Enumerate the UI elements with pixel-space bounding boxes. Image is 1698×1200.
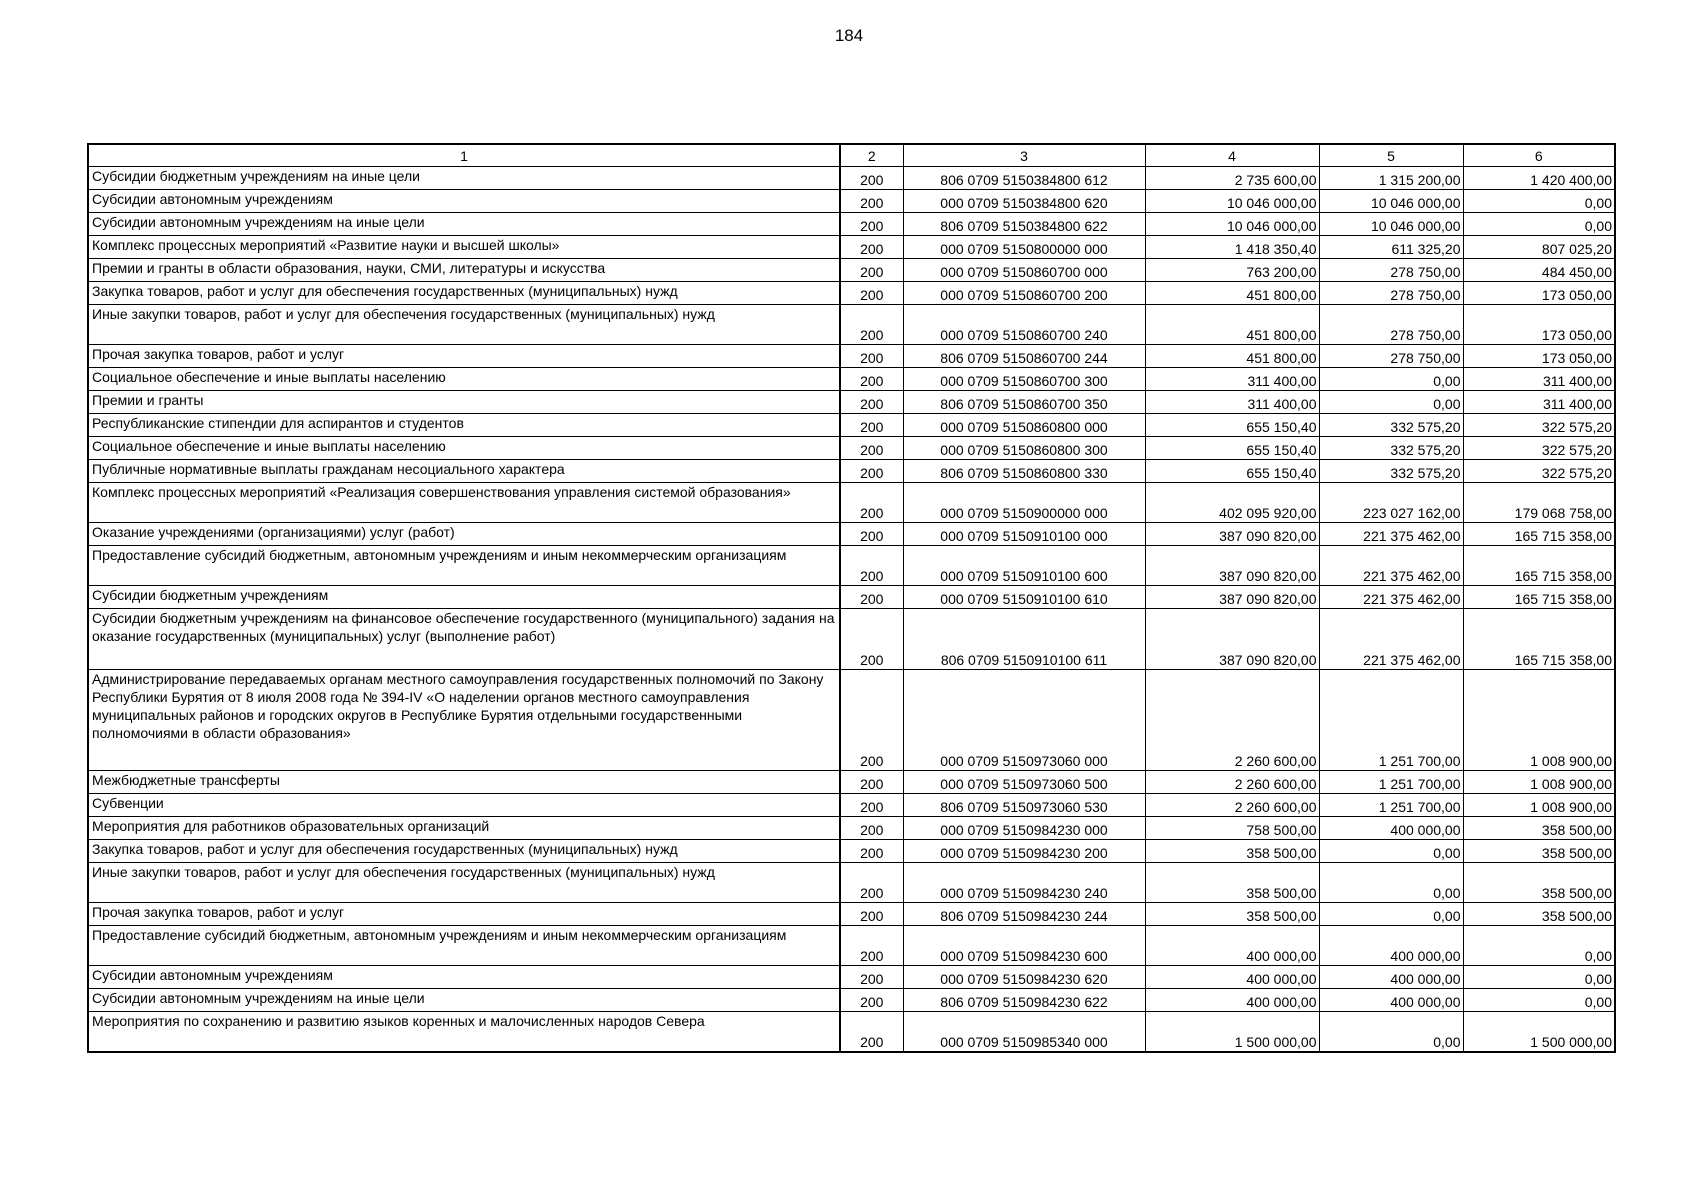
row-code-b: 806 0709 5150860700 350 — [903, 391, 1145, 414]
table-row — [88, 190, 1615, 213]
column-header: 4 — [1145, 144, 1319, 167]
row-value-col4: 402 095 920,00 — [1145, 483, 1319, 523]
row-value-col6: 322 575,20 — [1463, 437, 1615, 460]
row-value-col6: 1 008 900,00 — [1463, 794, 1615, 817]
row-code-b: 000 0709 5150910100 610 — [903, 586, 1145, 609]
row-value-col6: 807 025,20 — [1463, 236, 1615, 259]
row-code-b: 806 0709 5150860800 330 — [903, 460, 1145, 483]
row-code-a: 200 — [840, 368, 903, 391]
row-code-b: 000 0709 5150984230 200 — [903, 840, 1145, 863]
row-value-col4: 387 090 820,00 — [1145, 609, 1319, 670]
row-code-b: 000 0709 5150984230 240 — [903, 863, 1145, 903]
row-name: Предоставление субсидий бюджетным, автономным учреждениям и иным некоммерческим организациям — [88, 546, 840, 586]
row-code-b: 000 0709 5150860700 300 — [903, 368, 1145, 391]
row-value-col5: 332 575,20 — [1319, 414, 1463, 437]
row-code-a: 200 — [840, 546, 903, 586]
row-name: Прочая закупка товаров, работ и услуг — [88, 903, 840, 926]
row-value-col4: 400 000,00 — [1145, 966, 1319, 989]
row-code-a: 200 — [840, 236, 903, 259]
table-row — [88, 817, 1615, 840]
row-code-a: 200 — [840, 305, 903, 345]
row-value-col5: 1 251 700,00 — [1319, 771, 1463, 794]
column-header: 1 — [88, 144, 840, 167]
table-row — [88, 546, 1615, 586]
table-row — [88, 989, 1615, 1012]
row-name: Субсидии бюджетным учреждениям — [88, 586, 840, 609]
row-value-col6: 311 400,00 — [1463, 368, 1615, 391]
row-value-col6: 1 008 900,00 — [1463, 771, 1615, 794]
row-value-col4: 655 150,40 — [1145, 414, 1319, 437]
row-code-a: 200 — [840, 437, 903, 460]
row-value-col5: 221 375 462,00 — [1319, 609, 1463, 670]
budget-table — [87, 143, 1616, 1053]
table-row — [88, 345, 1615, 368]
row-value-col6: 0,00 — [1463, 213, 1615, 236]
table-row — [88, 1012, 1615, 1053]
table-row — [88, 391, 1615, 414]
row-value-col5: 332 575,20 — [1319, 437, 1463, 460]
row-name: Публичные нормативные выплаты гражданам несоциального характера — [88, 460, 840, 483]
row-value-col5: 0,00 — [1319, 863, 1463, 903]
table-row — [88, 460, 1615, 483]
row-value-col6: 0,00 — [1463, 989, 1615, 1012]
row-code-b: 000 0709 5150860800 300 — [903, 437, 1145, 460]
row-value-col5: 1 251 700,00 — [1319, 670, 1463, 771]
row-code-b: 000 0709 5150910100 600 — [903, 546, 1145, 586]
table-row — [88, 259, 1615, 282]
row-name: Комплекс процессных мероприятий «Развитие науки и высшей школы» — [88, 236, 840, 259]
row-code-a: 200 — [840, 213, 903, 236]
row-value-col6: 358 500,00 — [1463, 840, 1615, 863]
row-name: Субсидии автономным учреждениям на иные цели — [88, 213, 840, 236]
row-value-col5: 223 027 162,00 — [1319, 483, 1463, 523]
row-name: Оказание учреждениями (организациями) услуг (работ) — [88, 523, 840, 546]
row-name: Иные закупки товаров, работ и услуг для обеспечения государственных (муниципальных) нужд — [88, 863, 840, 903]
table-row — [88, 236, 1615, 259]
row-code-a: 200 — [840, 989, 903, 1012]
row-code-b: 806 0709 5150984230 622 — [903, 989, 1145, 1012]
row-code-a: 200 — [840, 609, 903, 670]
row-code-a: 200 — [840, 863, 903, 903]
table-row — [88, 305, 1615, 345]
table-row — [88, 794, 1615, 817]
row-value-col6: 322 575,20 — [1463, 460, 1615, 483]
row-value-col6: 358 500,00 — [1463, 817, 1615, 840]
row-value-col4: 451 800,00 — [1145, 305, 1319, 345]
column-header: 5 — [1319, 144, 1463, 167]
row-value-col5: 221 375 462,00 — [1319, 546, 1463, 586]
row-value-col5: 400 000,00 — [1319, 966, 1463, 989]
row-name: Субсидии автономным учреждениям — [88, 966, 840, 989]
row-code-b: 806 0709 5150973060 530 — [903, 794, 1145, 817]
table-row — [88, 966, 1615, 989]
row-value-col5: 611 325,20 — [1319, 236, 1463, 259]
row-code-a: 200 — [840, 794, 903, 817]
row-code-a: 200 — [840, 414, 903, 437]
row-value-col4: 387 090 820,00 — [1145, 586, 1319, 609]
row-code-a: 200 — [840, 817, 903, 840]
row-code-b: 000 0709 5150800000 000 — [903, 236, 1145, 259]
row-code-a: 200 — [840, 259, 903, 282]
row-value-col5: 0,00 — [1319, 1012, 1463, 1053]
row-value-col4: 451 800,00 — [1145, 282, 1319, 305]
table-row — [88, 771, 1615, 794]
row-code-a: 200 — [840, 670, 903, 771]
row-value-col5: 221 375 462,00 — [1319, 586, 1463, 609]
row-code-b: 806 0709 5150984230 244 — [903, 903, 1145, 926]
row-code-b: 000 0709 5150860700 240 — [903, 305, 1145, 345]
row-value-col5: 1 251 700,00 — [1319, 794, 1463, 817]
row-value-col4: 311 400,00 — [1145, 391, 1319, 414]
row-code-a: 200 — [840, 523, 903, 546]
row-value-col4: 758 500,00 — [1145, 817, 1319, 840]
row-name: Социальное обеспечение и иные выплаты населению — [88, 368, 840, 391]
column-header: 3 — [903, 144, 1145, 167]
row-value-col6: 358 500,00 — [1463, 903, 1615, 926]
row-value-col4: 655 150,40 — [1145, 437, 1319, 460]
row-name: Иные закупки товаров, работ и услуг для обеспечения государственных (муниципальных) нужд — [88, 305, 840, 345]
table-row — [88, 483, 1615, 523]
row-code-a: 200 — [840, 586, 903, 609]
row-value-col6: 0,00 — [1463, 966, 1615, 989]
row-value-col4: 2 260 600,00 — [1145, 670, 1319, 771]
row-value-col5: 0,00 — [1319, 903, 1463, 926]
row-value-col4: 2 260 600,00 — [1145, 771, 1319, 794]
row-value-col5: 1 315 200,00 — [1319, 167, 1463, 190]
table-row — [88, 213, 1615, 236]
table-row — [88, 523, 1615, 546]
row-code-a: 200 — [840, 167, 903, 190]
row-code-a: 200 — [840, 282, 903, 305]
row-code-a: 200 — [840, 903, 903, 926]
row-value-col6: 311 400,00 — [1463, 391, 1615, 414]
row-value-col6: 484 450,00 — [1463, 259, 1615, 282]
table-row — [88, 840, 1615, 863]
row-code-a: 200 — [840, 391, 903, 414]
row-value-col4: 358 500,00 — [1145, 863, 1319, 903]
row-value-col6: 0,00 — [1463, 926, 1615, 966]
row-code-a: 200 — [840, 345, 903, 368]
row-value-col6: 1 500 000,00 — [1463, 1012, 1615, 1053]
row-code-a: 200 — [840, 840, 903, 863]
row-code-b: 000 0709 5150985340 000 — [903, 1012, 1145, 1053]
row-code-b: 000 0709 5150900000 000 — [903, 483, 1145, 523]
row-value-col6: 358 500,00 — [1463, 863, 1615, 903]
row-value-col5: 10 046 000,00 — [1319, 213, 1463, 236]
row-code-b: 000 0709 5150860800 000 — [903, 414, 1145, 437]
row-name: Администрирование передаваемых органам местного самоуправления государственных полномочий по Закону Республики Бурятия от 8 июля 2008 года № 394-IV «О наделении органов местного самоуправления муниципальных районов и городских округов в Республике Бурятия отдельными государственными полномочиями в области образования» — [88, 670, 840, 771]
row-code-b: 000 0709 5150860700 200 — [903, 282, 1145, 305]
row-value-col6: 1 420 400,00 — [1463, 167, 1615, 190]
column-header: 2 — [840, 144, 903, 167]
row-value-col4: 1 418 350,40 — [1145, 236, 1319, 259]
row-value-col6: 173 050,00 — [1463, 305, 1615, 345]
table-header-row — [88, 144, 1615, 167]
table-row — [88, 167, 1615, 190]
row-value-col6: 173 050,00 — [1463, 282, 1615, 305]
row-code-b: 806 0709 5150384800 612 — [903, 167, 1145, 190]
row-code-b: 000 0709 5150910100 000 — [903, 523, 1145, 546]
table-row — [88, 903, 1615, 926]
table-row — [88, 926, 1615, 966]
row-value-col4: 655 150,40 — [1145, 460, 1319, 483]
row-name: Субсидии бюджетным учреждениям на финансовое обеспечение государственного (муниципального) задания на оказание государственных (муниципальных) услуг (выполнение работ) — [88, 609, 840, 670]
row-name: Субсидии автономным учреждениям на иные цели — [88, 989, 840, 1012]
row-value-col5: 332 575,20 — [1319, 460, 1463, 483]
row-value-col5: 221 375 462,00 — [1319, 523, 1463, 546]
row-value-col4: 387 090 820,00 — [1145, 523, 1319, 546]
row-value-col6: 165 715 358,00 — [1463, 609, 1615, 670]
row-value-col5: 278 750,00 — [1319, 259, 1463, 282]
row-code-a: 200 — [840, 926, 903, 966]
row-value-col6: 322 575,20 — [1463, 414, 1615, 437]
row-name: Комплекс процессных мероприятий «Реализация совершенствования управления системой образования» — [88, 483, 840, 523]
row-value-col5: 400 000,00 — [1319, 926, 1463, 966]
row-value-col6: 1 008 900,00 — [1463, 670, 1615, 771]
row-value-col4: 358 500,00 — [1145, 840, 1319, 863]
row-name: Закупка товаров, работ и услуг для обеспечения государственных (муниципальных) нужд — [88, 282, 840, 305]
row-value-col4: 1 500 000,00 — [1145, 1012, 1319, 1053]
column-header: 6 — [1463, 144, 1615, 167]
row-name: Предоставление субсидий бюджетным, автономным учреждениям и иным некоммерческим организациям — [88, 926, 840, 966]
row-value-col6: 179 068 758,00 — [1463, 483, 1615, 523]
table-row — [88, 670, 1615, 771]
table-row — [88, 586, 1615, 609]
row-value-col4: 311 400,00 — [1145, 368, 1319, 391]
row-value-col6: 165 715 358,00 — [1463, 523, 1615, 546]
row-value-col4: 400 000,00 — [1145, 989, 1319, 1012]
row-value-col4: 358 500,00 — [1145, 903, 1319, 926]
row-name: Субвенции — [88, 794, 840, 817]
row-code-b: 806 0709 5150860700 244 — [903, 345, 1145, 368]
row-value-col4: 400 000,00 — [1145, 926, 1319, 966]
table-row — [88, 863, 1615, 903]
row-name: Прочая закупка товаров, работ и услуг — [88, 345, 840, 368]
row-value-col5: 400 000,00 — [1319, 989, 1463, 1012]
row-code-b: 000 0709 5150973060 500 — [903, 771, 1145, 794]
table-row — [88, 609, 1615, 670]
row-code-a: 200 — [840, 1012, 903, 1053]
page-number: 184 — [834, 26, 864, 45]
row-name: Премии и гранты — [88, 391, 840, 414]
row-code-b: 806 0709 5150384800 622 — [903, 213, 1145, 236]
row-value-col5: 278 750,00 — [1319, 345, 1463, 368]
row-value-col5: 0,00 — [1319, 840, 1463, 863]
row-value-col4: 763 200,00 — [1145, 259, 1319, 282]
row-code-a: 200 — [840, 966, 903, 989]
row-value-col5: 0,00 — [1319, 391, 1463, 414]
row-code-b: 000 0709 5150384800 620 — [903, 190, 1145, 213]
row-name: Закупка товаров, работ и услуг для обеспечения государственных (муниципальных) нужд — [88, 840, 840, 863]
row-value-col4: 2 735 600,00 — [1145, 167, 1319, 190]
row-value-col5: 0,00 — [1319, 368, 1463, 391]
row-name: Мероприятия по сохранению и развитию языков коренных и малочисленных народов Севера — [88, 1012, 840, 1053]
row-value-col4: 387 090 820,00 — [1145, 546, 1319, 586]
row-code-b: 000 0709 5150973060 000 — [903, 670, 1145, 771]
row-code-b: 000 0709 5150984230 600 — [903, 926, 1145, 966]
row-name: Субсидии бюджетным учреждениям на иные цели — [88, 167, 840, 190]
row-value-col4: 10 046 000,00 — [1145, 213, 1319, 236]
row-value-col5: 278 750,00 — [1319, 282, 1463, 305]
row-code-b: 000 0709 5150984230 620 — [903, 966, 1145, 989]
row-value-col6: 165 715 358,00 — [1463, 546, 1615, 586]
row-value-col6: 165 715 358,00 — [1463, 586, 1615, 609]
row-name: Межбюджетные трансферты — [88, 771, 840, 794]
row-name: Мероприятия для работников образовательных организаций — [88, 817, 840, 840]
row-code-a: 200 — [840, 460, 903, 483]
row-value-col5: 10 046 000,00 — [1319, 190, 1463, 213]
row-value-col4: 2 260 600,00 — [1145, 794, 1319, 817]
row-name: Премии и гранты в области образования, науки, СМИ, литературы и искусства — [88, 259, 840, 282]
row-code-b: 000 0709 5150984230 000 — [903, 817, 1145, 840]
row-value-col5: 278 750,00 — [1319, 305, 1463, 345]
table-row — [88, 282, 1615, 305]
row-name: Субсидии автономным учреждениям — [88, 190, 840, 213]
row-code-a: 200 — [840, 190, 903, 213]
row-name: Социальное обеспечение и иные выплаты населению — [88, 437, 840, 460]
table-row — [88, 437, 1615, 460]
table-row — [88, 368, 1615, 391]
row-code-b: 000 0709 5150860700 000 — [903, 259, 1145, 282]
row-code-a: 200 — [840, 771, 903, 794]
row-value-col4: 10 046 000,00 — [1145, 190, 1319, 213]
row-value-col6: 0,00 — [1463, 190, 1615, 213]
row-name: Республиканские стипендии для аспирантов и студентов — [88, 414, 840, 437]
row-code-b: 806 0709 5150910100 611 — [903, 609, 1145, 670]
row-code-a: 200 — [840, 483, 903, 523]
row-value-col6: 173 050,00 — [1463, 345, 1615, 368]
row-value-col4: 451 800,00 — [1145, 345, 1319, 368]
table-row — [88, 414, 1615, 437]
row-value-col5: 400 000,00 — [1319, 817, 1463, 840]
